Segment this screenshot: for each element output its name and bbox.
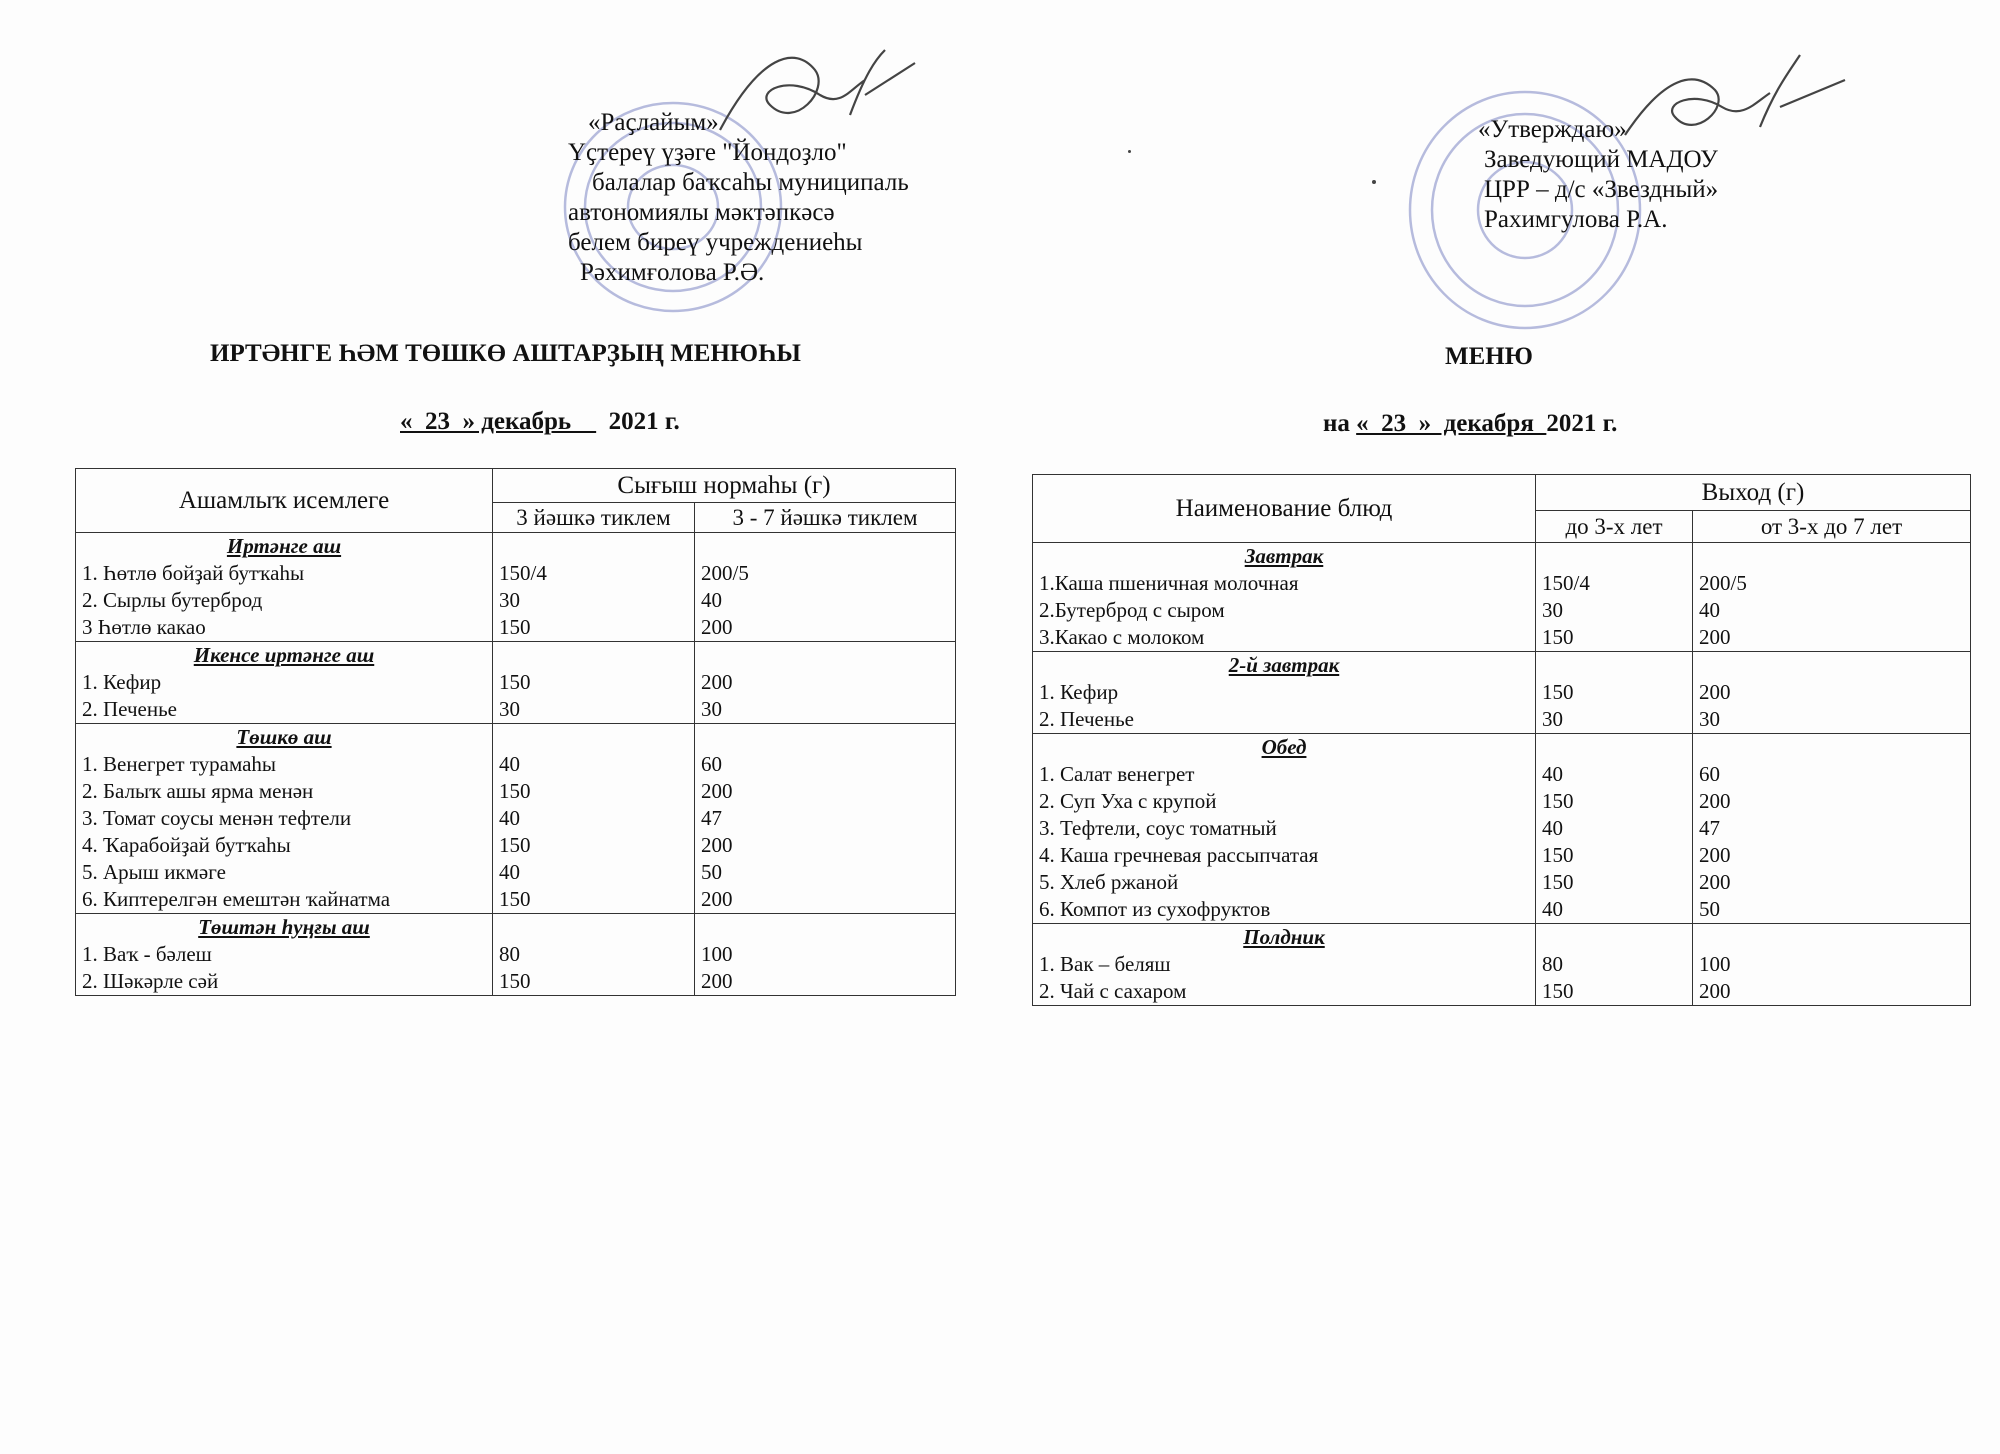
portion-value: 150 (1542, 870, 1574, 894)
dish-item: 2. Шәкәрле сәй (82, 969, 219, 993)
portion-value: 150 (499, 833, 531, 857)
dish-item: 1. Кефир (1039, 680, 1119, 704)
portion-value: 60 (701, 752, 722, 776)
dish-item: 2. Балыҡ ашы ярма менән (82, 779, 314, 803)
portion-value: 150 (1542, 843, 1574, 867)
portion-value: 200 (701, 670, 733, 694)
portion-cell-b (1693, 924, 1971, 1006)
portion-value: 40 (1542, 762, 1563, 786)
dish-item: 2. Чай с сахаром (1039, 979, 1187, 1003)
dish-item: 3 Һөтлө какао (82, 615, 206, 639)
portion-value: 150 (1542, 680, 1574, 704)
portion-value: 100 (1699, 952, 1731, 976)
portion-value: 150 (499, 670, 531, 694)
portion-value: 150/4 (499, 561, 547, 585)
portion-value: 200 (1699, 789, 1731, 813)
dish-item: 1. Вак – беляш (1039, 952, 1171, 976)
dish-cell (1033, 543, 1536, 652)
left-page-title: ИРТӘНГЕ ҺӘМ ТӨШКӨ АШТАРҘЫҢ МЕНЮҺЫ (210, 340, 801, 367)
portion-cell-a (493, 642, 695, 724)
dish-cell (76, 533, 493, 642)
col-header-age-b: 3 - 7 йәшкә тиклем (695, 503, 956, 533)
right-date-day: « 23 » декабря (1356, 410, 1547, 437)
portion-value: 47 (701, 806, 722, 830)
portion-value: 40 (499, 752, 520, 776)
portion-cell-a (493, 914, 695, 996)
portion-cell-b (695, 724, 956, 914)
dish-cell (76, 914, 493, 996)
portion-value: 200 (701, 779, 733, 803)
meal-section-title: Обед (1261, 735, 1307, 759)
dish-item: 1.Каша пшеничная молочная (1039, 571, 1299, 595)
portion-cell-a (1536, 924, 1693, 1006)
portion-cell-a (493, 724, 695, 914)
menu-section-row (1033, 652, 1971, 734)
col-header-age-b: от 3-х до 7 лет (1693, 511, 1971, 543)
portion-value: 30 (1542, 598, 1563, 622)
portion-cell-a (1536, 543, 1693, 652)
dish-item: 3. Томат соусы менән тефтели (82, 806, 352, 830)
dish-cell (1033, 924, 1536, 1006)
right-approval-signer: Рахимгулова Р.А. (1484, 206, 1668, 233)
portion-value: 200/5 (701, 561, 749, 585)
meal-section-title: Полдник (1243, 925, 1325, 949)
left-approval-line: белем биреү учреждениеһы (568, 229, 863, 256)
meal-section-title: 2-й завтрак (1228, 653, 1340, 677)
meal-section-title: Иртәнге аш (226, 534, 342, 558)
dish-item: 5. Хлеб ржаной (1039, 870, 1179, 894)
dish-item: 2.Бутерброд с сыром (1039, 598, 1225, 622)
dish-cell (1033, 652, 1536, 734)
portion-cell-a (1536, 652, 1693, 734)
speck (1372, 180, 1376, 184)
dish-item: 3. Тефтели, соус томатный (1039, 816, 1277, 840)
dish-item: 6. Компот из сухофруктов (1039, 897, 1271, 921)
dish-cell (76, 642, 493, 724)
left-approval-line: балалар баҡсаһы муниципаль (592, 169, 909, 196)
portion-cell-a (493, 533, 695, 642)
menu-section-row (1033, 924, 1971, 1006)
col-header-group: Выход (г) (1536, 475, 1971, 511)
menu-section-row (76, 642, 956, 724)
portion-value: 50 (1699, 897, 1720, 921)
portion-value: 200 (1699, 625, 1731, 649)
col-header-dish: Наименование блюд (1033, 475, 1536, 543)
dish-item: 1. Кефир (82, 670, 162, 694)
right-menu-table (1032, 474, 1971, 1006)
right-date-year: 2021 г. (1546, 410, 1618, 437)
portion-cell-a (1536, 734, 1693, 924)
portion-value: 40 (499, 806, 520, 830)
left-menu-table (75, 468, 956, 996)
portion-cell-b (1693, 652, 1971, 734)
dish-item: 6. Киптерелгән емештән ҡайнатма (82, 887, 391, 911)
meal-section-title: Төшкө аш (236, 725, 332, 749)
meal-section-title: Төштән һуңғы аш (198, 915, 370, 939)
portion-value: 200 (701, 969, 733, 993)
menu-section-row (76, 914, 956, 996)
dish-cell (1033, 734, 1536, 924)
portion-value: 50 (701, 860, 722, 884)
col-header-group: Сығыш нормаһы (г) (493, 469, 956, 503)
portion-value: 30 (499, 588, 520, 612)
portion-value: 200 (701, 615, 733, 639)
right-approval-line: ЦРР – д/с «Звездный» (1484, 176, 1719, 203)
portion-value: 40 (1542, 816, 1563, 840)
portion-value: 200 (1699, 979, 1731, 1003)
dish-item: 2. Печенье (1039, 707, 1134, 731)
dish-item: 1. Ваҡ - бәлеш (82, 942, 212, 966)
right-approval-line: Заведующий МАДОУ (1484, 146, 1718, 173)
left-approval-signer: Рәхимғолова Р.Ә. (580, 259, 765, 286)
col-header-dish: Ашамлыҡ исемлеге (76, 469, 493, 533)
dish-item: 1. Салат венегрет (1039, 762, 1195, 786)
portion-value: 150 (1542, 789, 1574, 813)
dish-item: 2. Суп Уха с крупой (1039, 789, 1217, 813)
portion-value: 150 (1542, 979, 1574, 1003)
dish-item: 4. Ҡарабойҙай бутҡаһы (82, 833, 291, 857)
portion-value: 200 (1699, 843, 1731, 867)
col-header-age-a: до 3-х лет (1536, 511, 1693, 543)
portion-cell-b (695, 533, 956, 642)
dish-item: 5. Арыш икмәге (82, 860, 226, 884)
left-date (400, 408, 680, 436)
portion-value: 150 (499, 887, 531, 911)
right-page-title: МЕНЮ (1445, 343, 1533, 370)
portion-value: 47 (1699, 816, 1720, 840)
portion-value: 40 (1699, 598, 1720, 622)
portion-cell-b (695, 914, 956, 996)
left-date-year: 2021 г. (596, 408, 680, 435)
portion-value: 30 (499, 697, 520, 721)
portion-value: 80 (1542, 952, 1563, 976)
dish-item: 2. Сырлы бутерброд (82, 588, 263, 612)
left-approval-line: автономиялы мәктәпкәсә (568, 199, 835, 226)
menu-section-row (76, 724, 956, 914)
portion-value: 100 (701, 942, 733, 966)
portion-value: 30 (1542, 707, 1563, 731)
portion-value: 80 (499, 942, 520, 966)
dish-item: 1. Һөтлө бойҙай бутҡаһы (82, 561, 305, 585)
dish-item: 2. Печенье (82, 697, 177, 721)
left-date-day: « 23 » декабрь (400, 408, 597, 435)
portion-cell-b (1693, 734, 1971, 924)
portion-value: 150 (1542, 625, 1574, 649)
menu-section-row (1033, 734, 1971, 924)
portion-value: 150 (499, 615, 531, 639)
dish-item: 1. Венегрет турамаһы (82, 752, 277, 776)
dish-item: 4. Каша гречневая рассыпчатая (1039, 843, 1319, 867)
right-date: на « 23 » декабря 2021 г. (1323, 410, 1618, 437)
portion-value: 150 (499, 779, 531, 803)
portion-cell-b (1693, 543, 1971, 652)
portion-value: 30 (701, 697, 722, 721)
dish-item: 3.Какао с молоком (1039, 625, 1205, 649)
portion-value: 40 (1542, 897, 1563, 921)
left-approval-block (568, 108, 909, 288)
col-header-age-a: 3 йәшкә тиклем (493, 503, 695, 533)
meal-section-title: Завтрак (1244, 544, 1324, 568)
right-approval-block (1478, 115, 1718, 235)
menu-section-row (76, 533, 956, 642)
portion-value: 200 (701, 833, 733, 857)
meal-section-title: Икенсе иртәнге аш (193, 643, 375, 667)
portion-value: 200 (701, 887, 733, 911)
speck (1128, 150, 1131, 153)
portion-value: 200 (1699, 870, 1731, 894)
dish-cell (76, 724, 493, 914)
portion-value: 40 (701, 588, 722, 612)
portion-value: 30 (1699, 707, 1720, 731)
left-approval-line: Үҫтереү үҙәге "Йондоҙло" (568, 139, 847, 166)
right-approval-title: «Утверждаю» (1478, 116, 1627, 143)
portion-value: 200 (1699, 680, 1731, 704)
portion-value: 200/5 (1699, 571, 1747, 595)
portion-value: 40 (499, 860, 520, 884)
left-approval-title: «Раҫлайым» (588, 109, 719, 136)
portion-value: 150 (499, 969, 531, 993)
portion-value: 150/4 (1542, 571, 1590, 595)
portion-value: 60 (1699, 762, 1720, 786)
menu-section-row (1033, 543, 1971, 652)
portion-cell-b (695, 642, 956, 724)
